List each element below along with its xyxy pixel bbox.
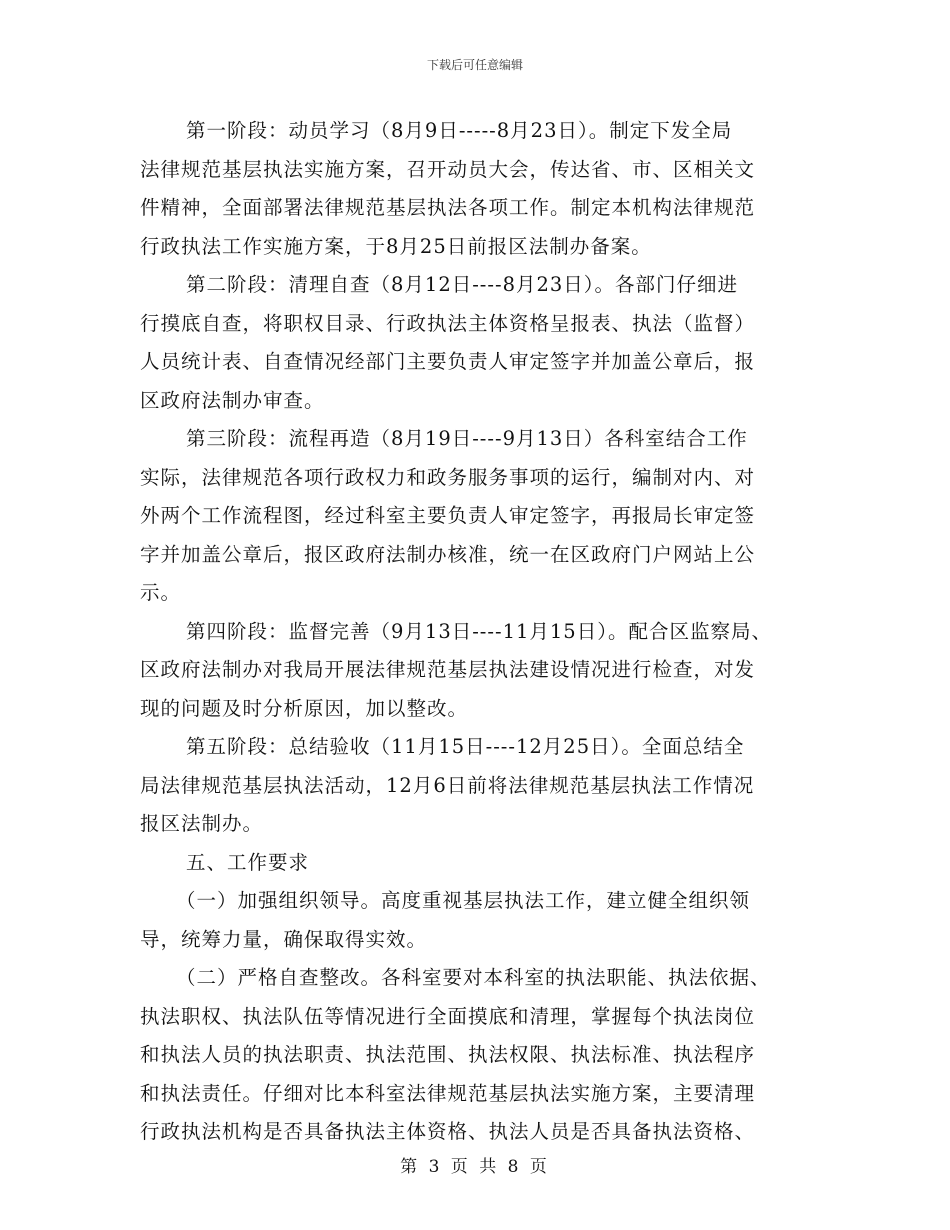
text-line: 行政执法工作实施方案，于8月25日前报区法制办备案。 [140, 234, 652, 258]
text-line: 区政府法制办对我局开展法律规范基层执法建设情况进行检查，对发 [140, 658, 756, 681]
text-line: 报区法制办。 [140, 812, 264, 835]
text-line: （一）加强组织领导。高度重视基层执法工作，建立健全组织领 [176, 889, 751, 912]
text-line: 行摸底自查，将职权目录、行政执法主体资格呈报表、执法（监督） [140, 311, 756, 335]
text-line: 人员统计表、自查情况经部门主要负责人审定签字并加盖公章后，报 [140, 350, 756, 373]
text-line: 和执法责任。仔细对比本科室法律规范基层执法实施方案，主要清理 [140, 1081, 756, 1105]
text-line: （二）严格自查整改。各科室要对本科室的执法职能、执法依据、 [176, 966, 771, 989]
text-line: 第五阶段：总结验收（11月15日----12月25日）。全面总结全 [186, 735, 745, 758]
text-line: 外两个工作流程图，经过科室主要负责人审定签字，再报局长审定签 [140, 504, 756, 527]
text-line: 字并加盖公章后，报区政府法制办核准，统一在区政府门户网站上公 [140, 542, 756, 566]
text-line: 区政府法制办审查。 [140, 388, 325, 412]
text-line: 局法律规范基层执法活动，12月6日前将法律规范基层执法工作情况 [140, 773, 755, 797]
text-line: 件精神，全面部署法律规范基层执法各项工作。制定本机构法律规范 [140, 196, 756, 219]
text-line: 行政执法机构是否具备执法主体资格、执法人员是否具备执法资格、 [140, 1120, 756, 1143]
page-number: 第 3 页 共 8 页 [400, 1157, 550, 1177]
text-line: 第三阶段：流程再造（8月19日----9月13日）各科室结合工作 [186, 427, 748, 450]
text-line: 现的问题及时分析原因，加以整改。 [140, 696, 469, 720]
text-line: 和执法人员的执法职责、执法范围、执法权限、执法标准、执法程序 [140, 1043, 756, 1066]
text-line: 第二阶段：清理自查（8月12日----8月23日）。各部门仔细进 [186, 273, 739, 296]
section-heading: 五、工作要求 [186, 850, 310, 874]
text-line: 执法职权、执法队伍等情况进行全面摸底和清理，掌握每个执法岗位 [140, 1004, 756, 1028]
text-line: 实际，法律规范各项行政权力和政务服务事项的运行，编制对内、对 [140, 465, 756, 489]
text-line: 示。 [140, 581, 182, 604]
text-line: 导，统筹力量，确保取得实效。 [140, 927, 428, 951]
document-body [140, 112, 812, 1152]
text-line: 第四阶段：监督完善（9月13日----11月15日）。配合区监察局、 [186, 619, 772, 643]
text-line: 法律规范基层执法实施方案，召开动员大会，传达省、市、区相关文 [140, 157, 756, 181]
text-line: 第一阶段：动员学习（8月9日-----8月23日）。制定下发全局 [186, 119, 733, 142]
page-header-note: 下载后可任意编辑 [426, 58, 523, 72]
